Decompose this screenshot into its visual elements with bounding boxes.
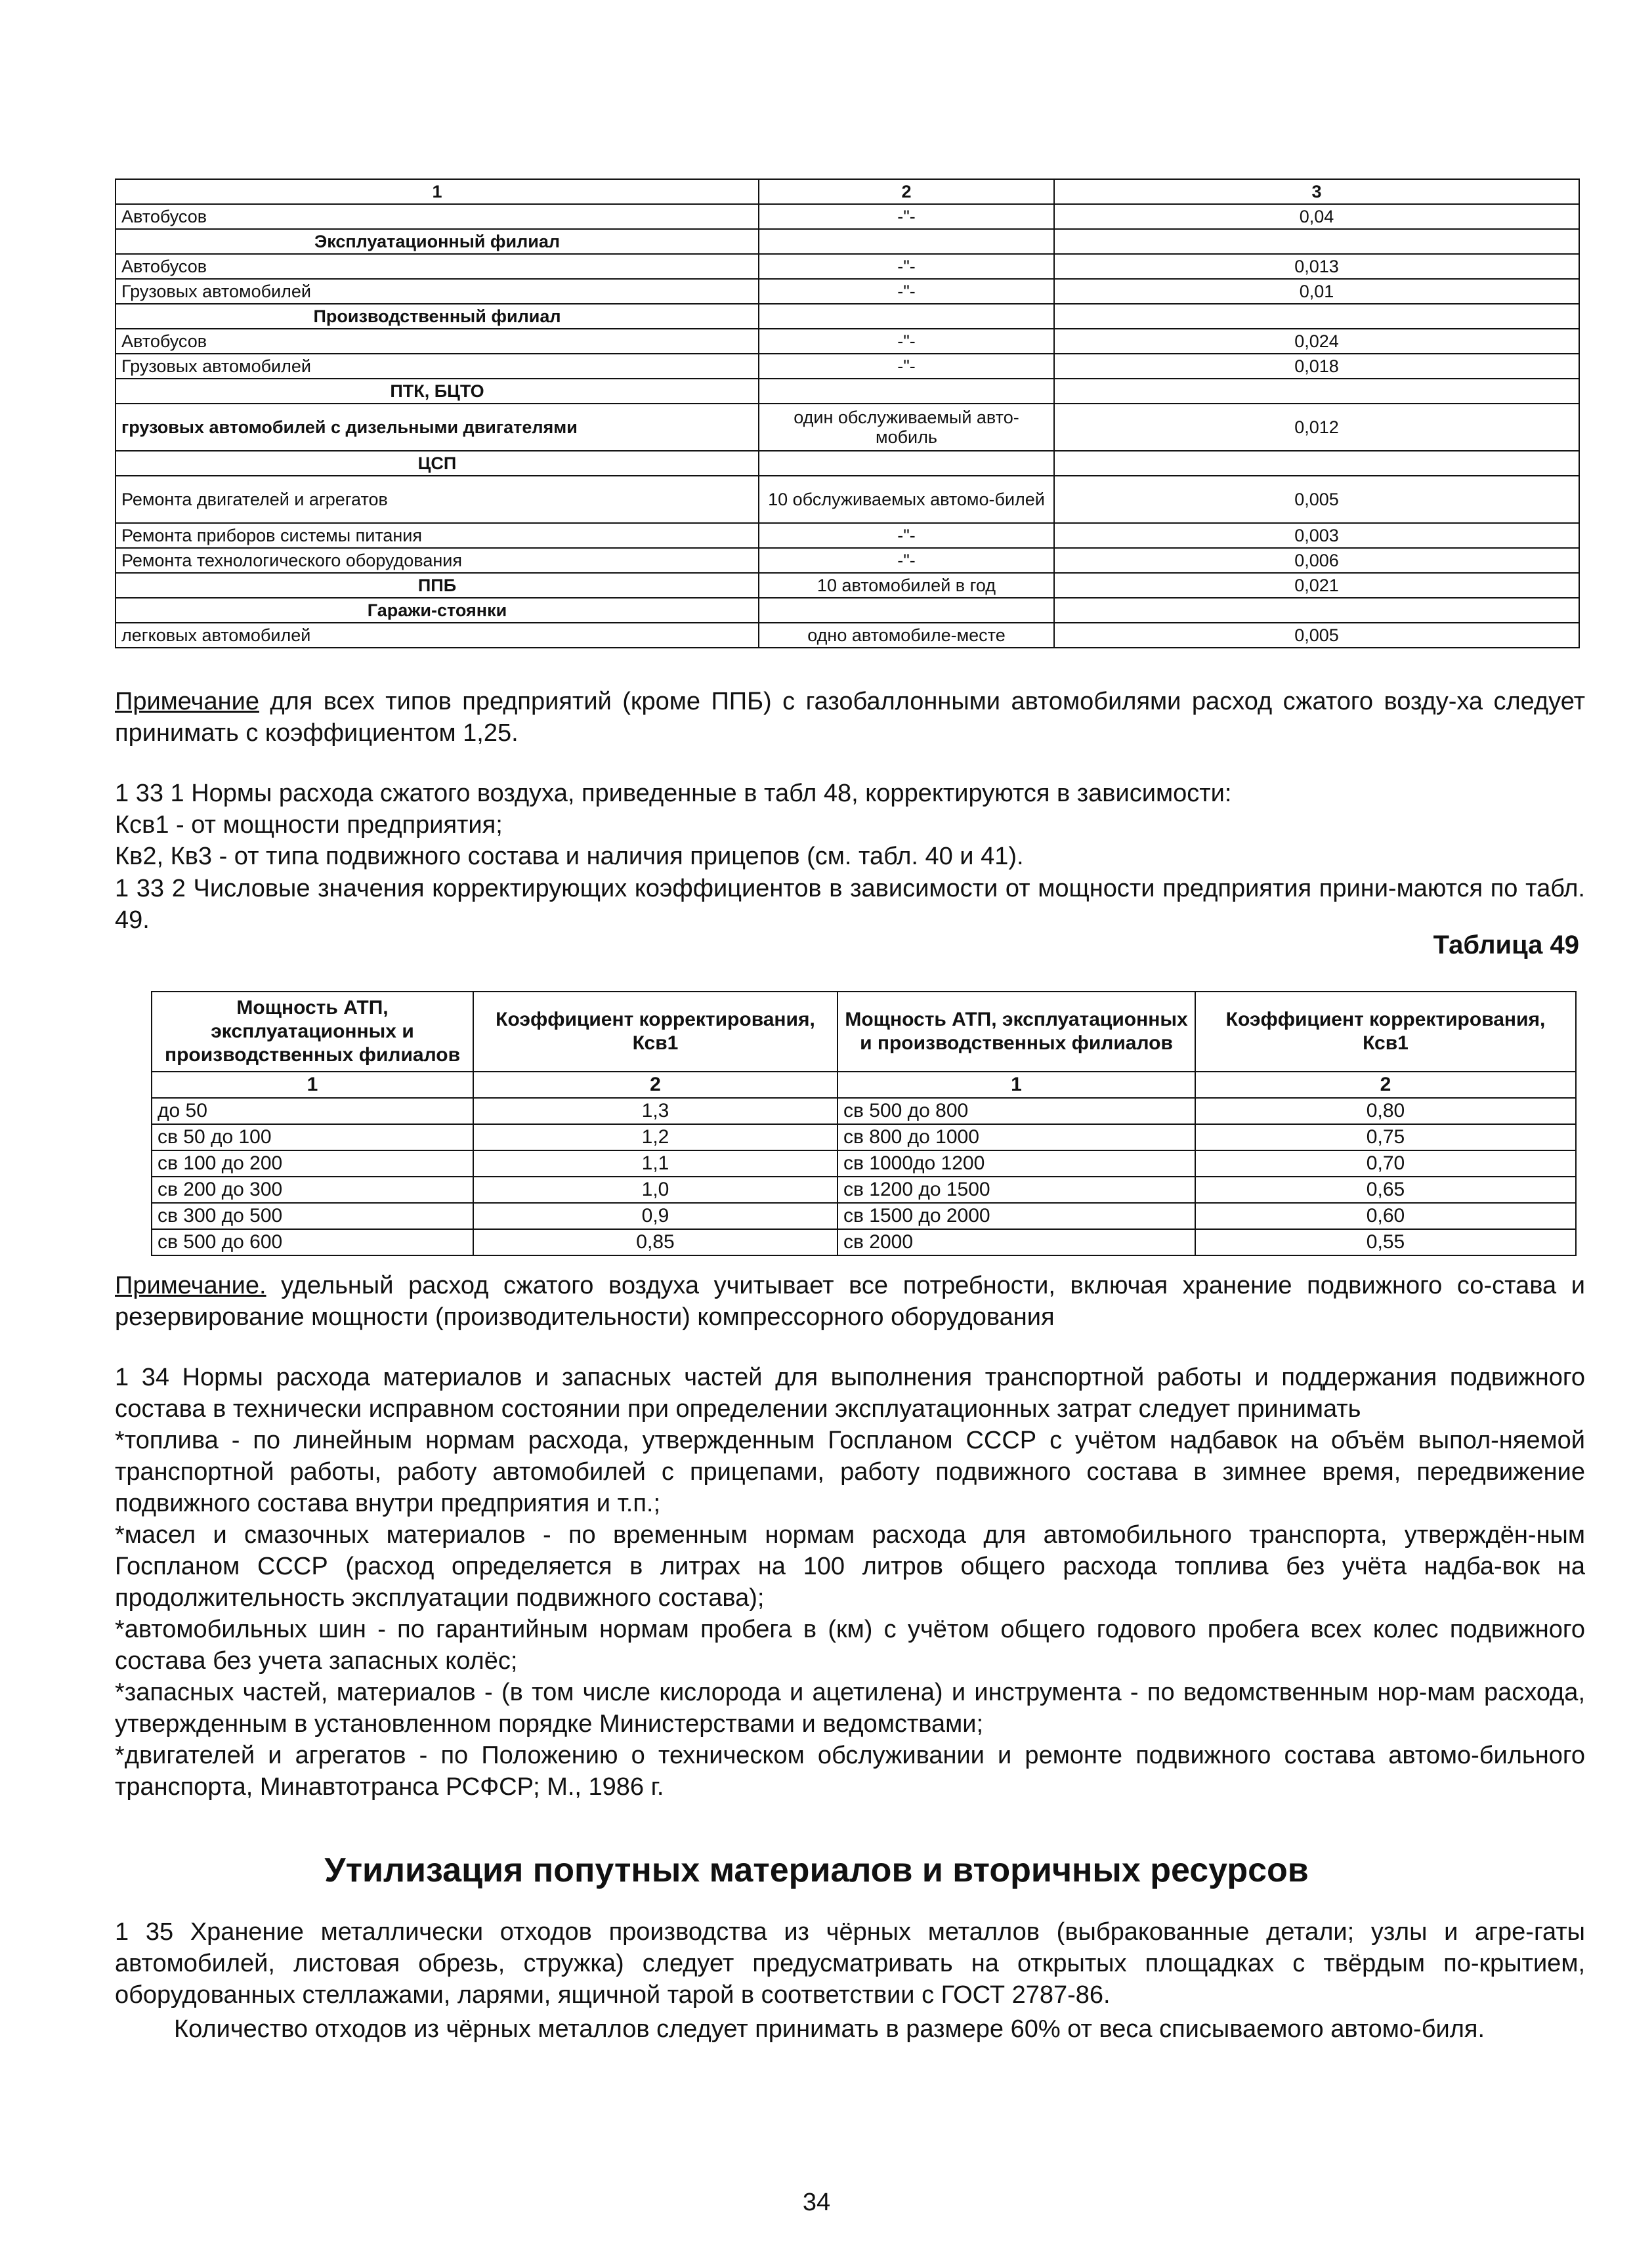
category-cell: Автобусов	[116, 254, 759, 279]
paragraph-1-34	[115, 1362, 1585, 1803]
value-cell: 0,013	[1054, 254, 1579, 279]
category-cell: Грузовых автомобилей	[116, 354, 759, 379]
coefficient-cell: 0,9	[473, 1203, 838, 1229]
section-row	[116, 229, 1579, 254]
coefficient-cell: 1,0	[473, 1177, 838, 1203]
empty-cell	[1054, 451, 1579, 476]
empty-cell	[1054, 304, 1579, 329]
unit-cell: -"-	[759, 204, 1054, 229]
column-number-1: 1	[116, 179, 759, 204]
note-label: Примечание	[115, 688, 259, 715]
category-cell: Ремонта приборов системы питания	[116, 523, 759, 548]
table-row	[116, 254, 1579, 279]
coefficient-cell: 0,60	[1195, 1203, 1576, 1229]
paragraph-1-35: 1 35 Хранение металлически отходов производства из чёрных металлов (выбракованные детали; узлы и агре-гаты автомобилей, листовая обрезь, стружка) следует предусматривать на открытых площадках с твёрдым по-крытием, оборудованных стеллажами, ларями, ящичной тарой в соответствии с ГОСТ 2787-86.	[115, 1918, 1585, 2009]
table-caption: Таблица 49	[1433, 931, 1579, 959]
value-cell: 0,003	[1054, 523, 1579, 548]
value-cell: 0,018	[1054, 354, 1579, 379]
coefficient-cell: 0,65	[1195, 1177, 1576, 1203]
table-row	[116, 623, 1579, 648]
paragraph-1-33-1	[115, 778, 1585, 872]
column-number: 2	[473, 1072, 838, 1098]
note-2	[115, 1270, 1585, 1333]
capacity-cell: св 1500 до 2000	[838, 1203, 1195, 1229]
table-row	[116, 573, 1579, 598]
capacity-cell: св 500 до 600	[152, 1229, 473, 1255]
value-cell: 0,021	[1054, 573, 1579, 598]
empty-cell	[759, 451, 1054, 476]
empty-cell	[759, 379, 1054, 404]
value-cell: 0,012	[1054, 404, 1579, 451]
unit-cell: -"-	[759, 523, 1054, 548]
table-number-row	[152, 1072, 1576, 1098]
list-item: *масел и смазочных материалов - по временным нормам расхода для автомобильного транспорта, утверждён-ным Госпланом СССР (расход определяется в литрах на 100 литров общего расхода топлива без учёта надба-вок на продолжительность эксплуатации подвижного состава);	[115, 1521, 1585, 1612]
section-label: ЦСП	[116, 451, 759, 476]
capacity-cell: св 100 до 200	[152, 1150, 473, 1177]
table-row	[152, 1177, 1576, 1203]
column-number: 2	[1195, 1072, 1576, 1098]
section-label: ППБ	[116, 573, 759, 598]
consumption-table-body	[116, 179, 1579, 648]
table-row	[152, 1124, 1576, 1150]
empty-cell	[759, 229, 1054, 254]
list-item: *двигателей и агрегатов - по Положению о техническом обслуживании и ремонте подвижного состава автомо-бильного транспорта, Минавтотранса РСФСР; М., 1986 г.	[115, 1742, 1585, 1801]
unit-cell: -"-	[759, 354, 1054, 379]
table-row	[152, 1229, 1576, 1255]
paragraph-line: Ксв1 - от мощности предприятия;	[115, 811, 503, 839]
empty-cell	[1054, 379, 1579, 404]
list-item: *запасных частей, материалов - (в том числе кислорода и ацетилена) и инструмента - по ведомственным нор-мам расхода, утвержденным в установленном порядке Министерствами и ведомствами;	[115, 1679, 1585, 1738]
note-label: Примечание.	[115, 1272, 266, 1299]
note-1	[115, 686, 1585, 749]
table-header-row	[152, 992, 1576, 1072]
unit-cell: 10 автомобилей в год	[759, 573, 1054, 598]
section-label: ПТК, БЦТО	[116, 379, 759, 404]
paragraph-1-35-continued: Количество отходов из чёрных металлов следует принимать в размере 60% от веса списываемого автомо-биля.	[174, 2015, 1485, 2043]
section-row	[116, 598, 1579, 623]
column-number-3: 3	[1054, 179, 1579, 204]
section-label: Эксплуатационный филиал	[116, 229, 759, 254]
value-cell: 0,01	[1054, 279, 1579, 304]
coefficient-cell: 0,80	[1195, 1098, 1576, 1124]
column-number-2: 2	[759, 179, 1054, 204]
unit-cell: -"-	[759, 254, 1054, 279]
coefficient-cell: 0,70	[1195, 1150, 1576, 1177]
table-row	[116, 204, 1579, 229]
section-label: Производственный филиал	[116, 304, 759, 329]
coefficient-cell: 1,3	[473, 1098, 838, 1124]
header-coefficient: Коэффициент корректирования, Ксв1	[473, 992, 838, 1072]
paragraph-1-33-2: 1 33 2 Числовые значения корректирующих коэффициентов в зависимости от мощности предприятия прини-маются по табл. 49.	[115, 875, 1585, 934]
category-cell: грузовых автомобилей с дизельными двигателями	[116, 404, 759, 451]
section-row	[116, 451, 1579, 476]
unit-cell: -"-	[759, 548, 1054, 573]
empty-cell	[759, 304, 1054, 329]
empty-cell	[1054, 229, 1579, 254]
capacity-cell: св 500 до 800	[838, 1098, 1195, 1124]
note-text: для всех типов предприятий (кроме ППБ) с газобаллонными автомобилями расход сжатого возду-ха следует принимать с коэффициентом 1,25.	[115, 688, 1585, 747]
coefficient-table	[151, 991, 1577, 1256]
column-number: 1	[152, 1072, 473, 1098]
consumption-table	[115, 178, 1580, 648]
section-row	[116, 379, 1579, 404]
category-cell: Грузовых автомобилей	[116, 279, 759, 304]
table-header-row	[116, 179, 1579, 204]
section-row	[116, 304, 1579, 329]
column-number: 1	[838, 1072, 1195, 1098]
header-capacity: Мощность АТП, эксплуатационных и производственных филиалов	[152, 992, 473, 1072]
paragraph-line: 1 33 1 Нормы расхода сжатого воздуха, приведенные в табл 48, корректируются в зависимости:	[115, 780, 1232, 807]
table-row	[116, 476, 1579, 523]
unit-cell: один обслуживаемый авто-мобиль	[759, 404, 1054, 451]
paragraph-intro: 1 34 Нормы расхода материалов и запасных частей для выполнения транспортной работы и поддержания подвижного состава в технически исправном состоянии при определении эксплуатационных затрат следует принимать	[115, 1364, 1585, 1423]
table-row	[116, 523, 1579, 548]
value-cell: 0,04	[1054, 204, 1579, 229]
paragraph-line: Кв2, Кв3 - от типа подвижного состава и наличия прицепов (см. табл. 40 и 41).	[115, 843, 1024, 870]
unit-cell: -"-	[759, 279, 1054, 304]
coefficient-table-body	[152, 992, 1576, 1255]
capacity-cell: св 300 до 500	[152, 1203, 473, 1229]
coefficient-cell: 1,2	[473, 1124, 838, 1150]
section-label: Гаражи-стоянки	[116, 598, 759, 623]
category-cell: Автобусов	[116, 204, 759, 229]
table-row	[152, 1150, 1576, 1177]
coefficient-cell: 1,1	[473, 1150, 838, 1177]
table-row	[116, 548, 1579, 573]
category-cell: Ремонта технологического оборудования	[116, 548, 759, 573]
table-row	[116, 404, 1579, 451]
capacity-cell: св 200 до 300	[152, 1177, 473, 1203]
page-number: 34	[802, 2189, 831, 2216]
capacity-cell: до 50	[152, 1098, 473, 1124]
value-cell: 0,005	[1054, 476, 1579, 523]
list-item: *топлива - по линейным нормам расхода, утвержденным Госпланом СССР с учётом надбавок на объём выпол-няемой транспортной работы, работу автомобилей с прицепами, работу подвижного состава в зимнее время, передвижение подвижного состава внутри предприятия и т.п.;	[115, 1427, 1585, 1517]
empty-cell	[759, 598, 1054, 623]
value-cell: 0,006	[1054, 548, 1579, 573]
coefficient-cell: 0,85	[473, 1229, 838, 1255]
capacity-cell: св 1200 до 1500	[838, 1177, 1195, 1203]
section-heading: Утилизация попутных материалов и вторичных ресурсов	[324, 1851, 1309, 1889]
category-cell: Ремонта двигателей и агрегатов	[116, 476, 759, 523]
value-cell: 0,024	[1054, 329, 1579, 354]
header-coefficient: Коэффициент корректирования, Ксв1	[1195, 992, 1576, 1072]
table-row	[116, 354, 1579, 379]
category-cell: легковых автомобилей	[116, 623, 759, 648]
coefficient-cell: 0,55	[1195, 1229, 1576, 1255]
coefficient-cell: 0,75	[1195, 1124, 1576, 1150]
list-item: *автомобильных шин - по гарантийным нормам пробега в (км) с учётом общего годового пробега всех колес подвижного состава без учета запасных колёс;	[115, 1616, 1585, 1675]
unit-cell: 10 обслуживаемых автомо-билей	[759, 476, 1054, 523]
capacity-cell: св 50 до 100	[152, 1124, 473, 1150]
capacity-cell: св 1000до 1200	[838, 1150, 1195, 1177]
capacity-cell: св 800 до 1000	[838, 1124, 1195, 1150]
header-capacity: Мощность АТП, эксплуатационных и производственных филиалов	[838, 992, 1195, 1072]
table-row	[116, 279, 1579, 304]
unit-cell: -"-	[759, 329, 1054, 354]
value-cell: 0,005	[1054, 623, 1579, 648]
unit-cell: одно автомобиле-месте	[759, 623, 1054, 648]
empty-cell	[1054, 598, 1579, 623]
category-cell: Автобусов	[116, 329, 759, 354]
table-row	[116, 329, 1579, 354]
table-row	[152, 1203, 1576, 1229]
capacity-cell: св 2000	[838, 1229, 1195, 1255]
table-row	[152, 1098, 1576, 1124]
note-text: удельный расход сжатого воздуха учитывает все потребности, включая хранение подвижного со-става и резервирование мощности (производительности) компрессорного оборудования	[115, 1272, 1585, 1331]
